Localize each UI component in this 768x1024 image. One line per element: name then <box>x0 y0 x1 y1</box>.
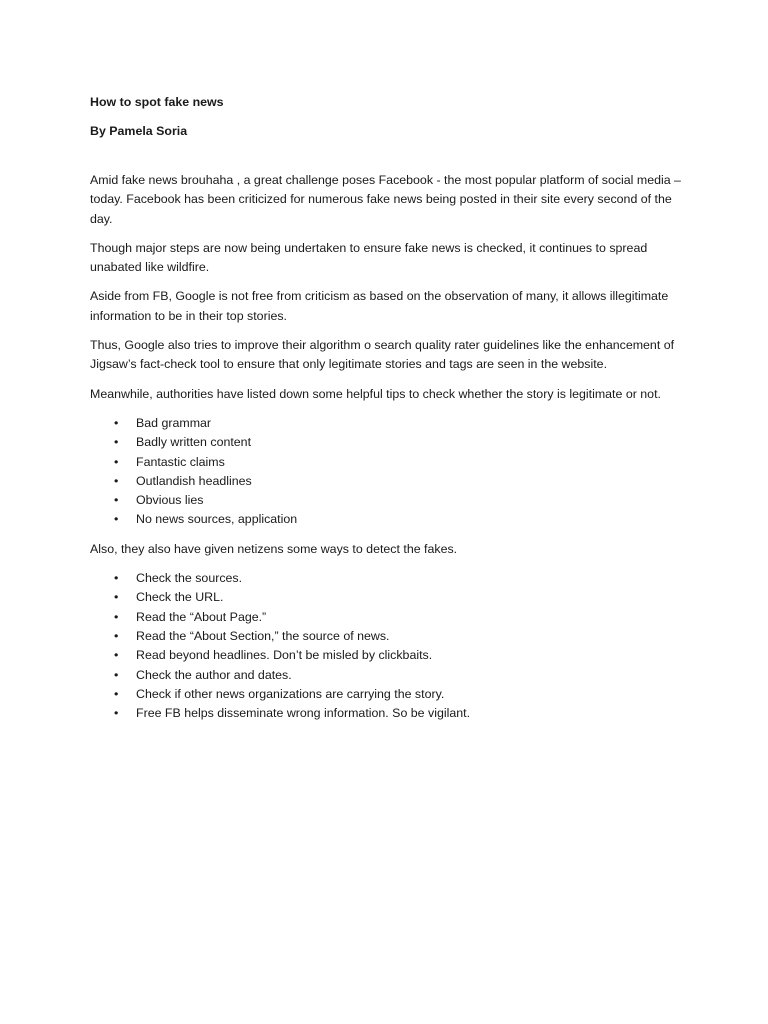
list-item-text: Check if other news organizations are carrying the story. <box>136 686 445 701</box>
list-item <box>90 491 690 510</box>
list-item-text: Check the author and dates. <box>136 667 292 682</box>
list-item <box>90 510 690 529</box>
bullet-icon: • <box>114 648 119 663</box>
list-item-text: Free FB helps disseminate wrong information. So be vigilant. <box>136 706 471 721</box>
list-item-text: Check the URL. <box>136 590 224 605</box>
list-item <box>90 666 690 685</box>
paragraph: Amid fake news brouhaha , a great challenge poses Facebook - the most popular platform of social media – today. Facebook has been criticized for numerous fake news being posted in their site every second of the day. <box>90 173 681 226</box>
bullet-icon: • <box>114 473 119 488</box>
list-item <box>90 646 690 665</box>
list-item <box>90 453 690 472</box>
list-item <box>90 433 690 452</box>
bullet-icon: • <box>114 435 119 450</box>
paragraph: Thus, Google also tries to improve their algorithm o search quality rater guidelines like the enhancement of Jigsaw’s fact-check tool to ensure that only legitimate stories and tags are seen in the website. <box>90 338 675 372</box>
list-item <box>90 685 690 704</box>
list-item <box>90 704 690 723</box>
list-item-text: Read beyond headlines. Don’t be misled by clickbaits. <box>136 648 433 663</box>
bullet-icon: • <box>114 512 119 527</box>
list-item <box>90 627 690 646</box>
bullet-icon: • <box>114 686 119 701</box>
paragraph: Also, they also have given netizens some ways to detect the fakes. <box>90 541 458 556</box>
paragraph: Aside from FB, Google is not free from criticism as based on the observation of many, it allows illegitimate information to be in their top stories. <box>90 289 669 323</box>
bullet-icon: • <box>114 571 119 586</box>
list-item <box>90 414 690 433</box>
list-item <box>90 569 690 588</box>
bullet-icon: • <box>114 628 119 643</box>
list-item-text: Obvious lies <box>136 493 204 508</box>
list-item-text: Outlandish headlines <box>136 473 252 488</box>
bullet-icon: • <box>114 609 119 624</box>
list-item-text: Badly written content <box>136 435 252 450</box>
list-item-text: Read the “About Section,” the source of news. <box>136 628 390 643</box>
list-item <box>90 472 690 491</box>
author-byline: By Pamela Soria <box>90 124 188 138</box>
bullet-icon: • <box>114 590 119 605</box>
tips-list <box>90 414 690 530</box>
bullet-icon: • <box>114 706 119 721</box>
list-item-text: Bad grammar <box>136 415 212 430</box>
list-item <box>90 608 690 627</box>
list-item-text: Check the sources. <box>136 571 243 586</box>
document-title: How to spot fake news <box>90 95 224 109</box>
bullet-icon: • <box>114 454 119 469</box>
list-item-text: Fantastic claims <box>136 454 225 469</box>
ways-list <box>90 569 690 723</box>
bullet-icon: • <box>114 415 119 430</box>
bullet-icon: • <box>114 667 119 682</box>
bullet-icon: • <box>114 493 119 508</box>
document-body <box>90 93 690 723</box>
list-item-text: Read the “About Page.” <box>136 609 267 624</box>
paragraph: Meanwhile, authorities have listed down some helpful tips to check whether the story is legitimate or not. <box>90 386 661 401</box>
paragraph: Though major steps are now being undertaken to ensure fake news is checked, it continues to spread unabated like wildfire. <box>90 240 648 275</box>
list-item-text: No news sources, application <box>136 512 298 527</box>
list-item <box>90 588 690 607</box>
